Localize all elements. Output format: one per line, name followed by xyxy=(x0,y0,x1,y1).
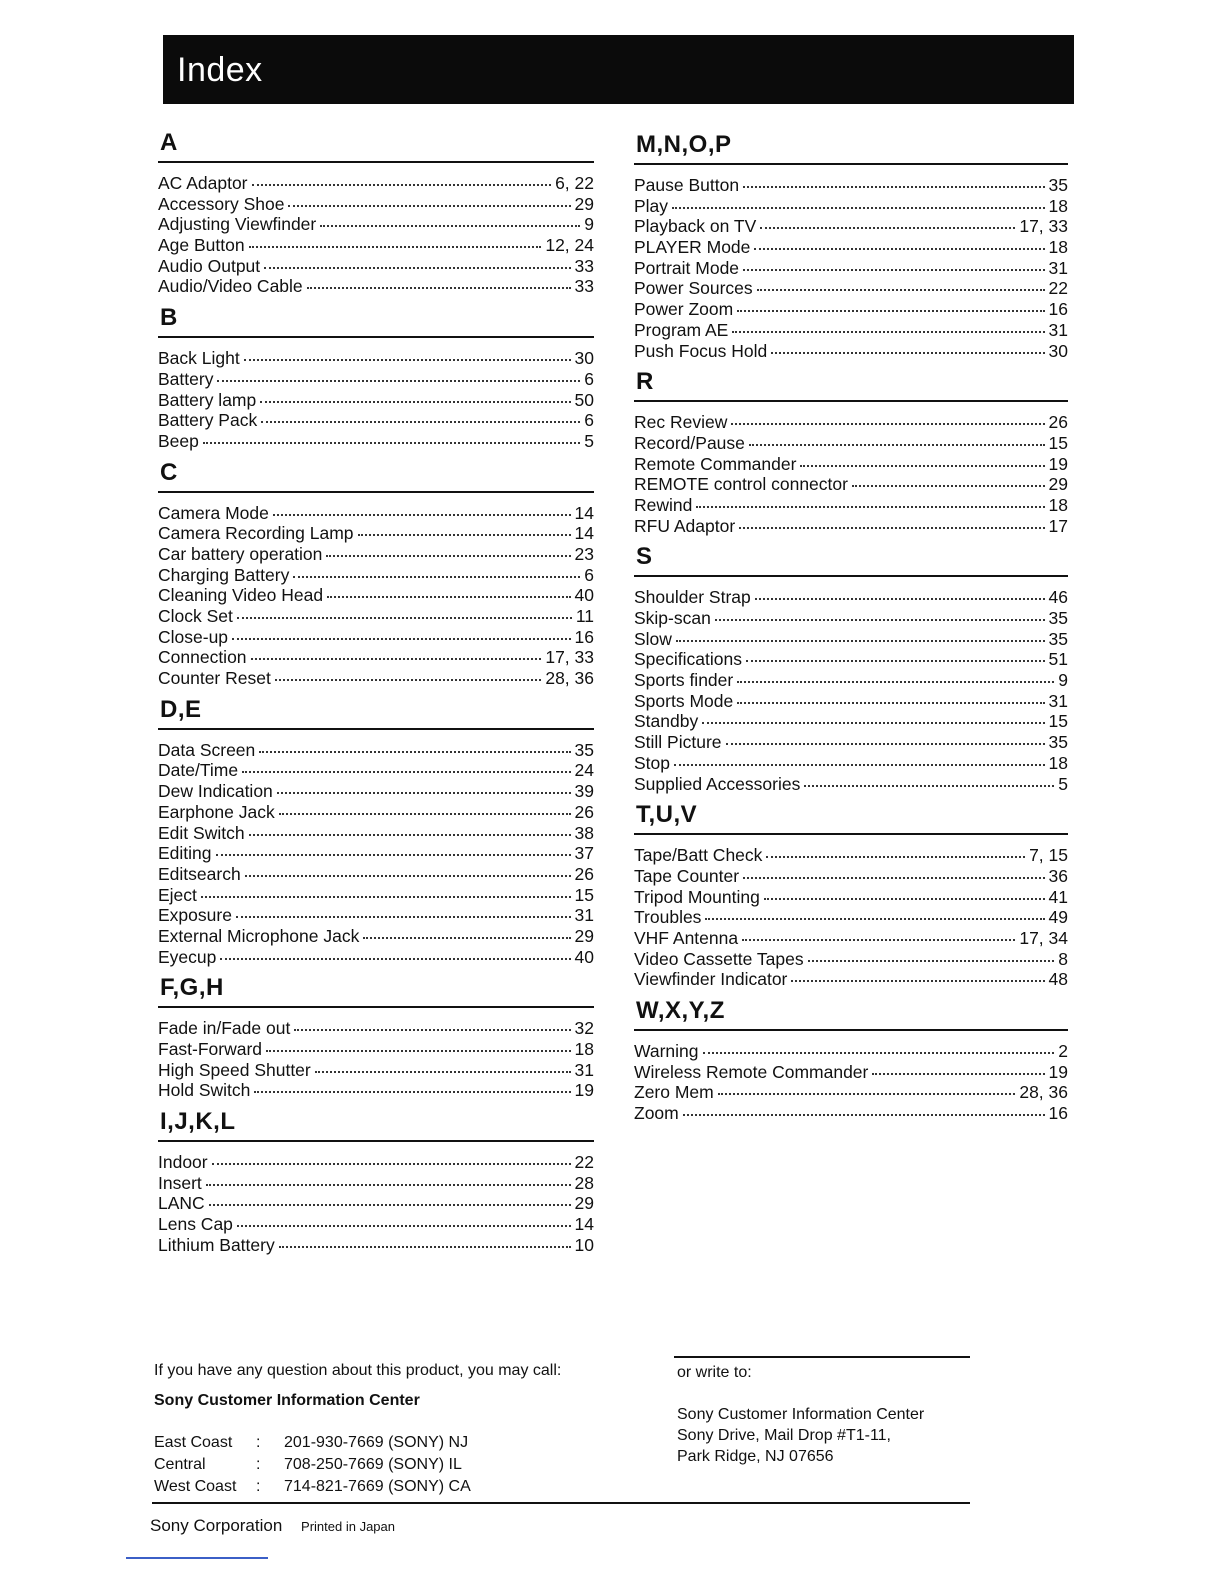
dot-leader xyxy=(216,840,571,856)
index-page-numbers: 35 xyxy=(1048,175,1068,195)
write-text: or write to: xyxy=(677,1364,752,1381)
index-term: Video Cassette Tapes xyxy=(634,948,804,969)
section-letter-heading: C xyxy=(158,458,594,493)
index-term: Editing xyxy=(158,843,212,864)
dot-leader xyxy=(742,925,1015,941)
index-page-numbers: 7, 15 xyxy=(1029,845,1068,866)
dot-leader xyxy=(293,562,580,578)
index-page-numbers: 35 xyxy=(574,739,594,760)
index-page-numbers: 16 xyxy=(1048,299,1068,320)
dot-leader xyxy=(808,946,1055,962)
index-term: Pause Button xyxy=(634,175,740,195)
index-term: Sports finder xyxy=(634,670,734,691)
dot-leader xyxy=(327,582,570,598)
index-term: Audio/Video Cable xyxy=(158,276,303,297)
dot-leader xyxy=(245,861,571,877)
dot-leader xyxy=(206,1170,571,1186)
index-page-numbers: 50 xyxy=(574,389,594,410)
dot-leader xyxy=(320,211,580,227)
index-page-numbers: 10 xyxy=(574,1234,594,1255)
index-term: Earphone Jack xyxy=(158,801,275,822)
phone-row xyxy=(154,1476,634,1498)
dot-leader xyxy=(252,170,552,186)
dot-leader xyxy=(755,584,1045,600)
index-page-numbers: 6, 22 xyxy=(555,173,594,193)
dot-leader xyxy=(672,193,1044,209)
index-column-right xyxy=(634,130,1068,1130)
dot-leader xyxy=(732,317,1044,333)
index-page-numbers: 5 xyxy=(1058,773,1068,794)
dot-leader xyxy=(259,737,570,753)
index-term: Portrait Mode xyxy=(634,257,740,278)
index-page-numbers: 2 xyxy=(1058,1041,1068,1061)
index-page-numbers: 17, 34 xyxy=(1019,927,1068,948)
index-page-numbers: 18 xyxy=(1048,752,1068,773)
dot-leader xyxy=(703,1038,1055,1054)
index-section xyxy=(158,1107,594,1255)
dot-leader xyxy=(743,172,1044,188)
index-entry xyxy=(634,516,1068,537)
section-letter-heading: S xyxy=(634,542,1068,577)
index-term: Specifications xyxy=(634,649,742,670)
index-page-numbers: 19 xyxy=(1048,453,1068,474)
index-term: Battery lamp xyxy=(158,389,257,410)
dot-leader xyxy=(754,234,1044,250)
index-page-numbers: 19 xyxy=(1048,1061,1068,1082)
section-letter-heading: M,N,O,P xyxy=(634,130,1068,165)
index-term: High Speed Shutter xyxy=(158,1059,311,1080)
dot-leader xyxy=(737,296,1044,312)
index-page-numbers: 32 xyxy=(574,1018,594,1039)
index-term: Lens Cap xyxy=(158,1214,233,1235)
index-term: Record/Pause xyxy=(634,432,745,453)
index-page-numbers: 33 xyxy=(574,255,594,276)
index-entry xyxy=(158,668,594,689)
index-term: Tripod Mounting xyxy=(634,886,760,907)
index-term: Shoulder Strap xyxy=(634,587,751,608)
section-letter-heading: I,J,K,L xyxy=(158,1107,594,1142)
index-term: Eject xyxy=(158,884,197,905)
dot-leader xyxy=(731,409,1044,425)
index-term: RFU Adaptor xyxy=(634,515,736,536)
dot-leader xyxy=(220,944,570,960)
phone-colon: : xyxy=(256,1434,261,1451)
dot-leader xyxy=(201,882,571,898)
index-term: Editsearch xyxy=(158,863,241,884)
index-term: Skip-scan xyxy=(634,608,711,628)
dot-leader xyxy=(739,513,1044,529)
address-line: Sony Customer Information Center xyxy=(677,1406,925,1423)
dot-leader xyxy=(266,1036,570,1052)
index-term: Cleaning Video Head xyxy=(158,585,324,606)
index-term: Camera Recording Lamp xyxy=(158,523,354,544)
index-term: Rewind xyxy=(634,494,693,515)
index-page-numbers: 37 xyxy=(574,843,594,864)
index-page-numbers: 24 xyxy=(574,760,594,781)
address-line: Park Ridge, NJ 07656 xyxy=(677,1448,834,1465)
decorative-bar xyxy=(126,1557,268,1559)
footer-divider-bottom xyxy=(152,1502,970,1504)
index-term: Car battery operation xyxy=(158,543,323,564)
index-entry xyxy=(158,947,594,968)
index-page-numbers: 18 xyxy=(1048,195,1068,216)
dot-leader xyxy=(743,863,1044,879)
dot-leader xyxy=(237,603,572,619)
index-page-numbers: 11 xyxy=(575,606,594,626)
index-term: Viewfinder Indicator xyxy=(634,969,788,990)
dot-leader xyxy=(766,842,1025,858)
dot-leader xyxy=(674,750,1045,766)
index-term: Power Zoom xyxy=(634,299,734,320)
index-term: Playback on TV xyxy=(634,216,757,237)
index-term: Supplied Accessories xyxy=(634,773,801,794)
dot-leader xyxy=(743,255,1044,271)
index-page-numbers: 29 xyxy=(574,925,594,946)
index-term: Troubles xyxy=(634,907,702,928)
dot-leader xyxy=(249,820,571,836)
index-section xyxy=(634,996,1068,1124)
index-entry xyxy=(634,1103,1068,1124)
corporation-line xyxy=(150,1516,395,1536)
index-term: Program AE xyxy=(634,319,729,340)
index-page-numbers: 31 xyxy=(1048,257,1068,278)
index-term: Indoor xyxy=(158,1152,208,1173)
index-column-left xyxy=(158,128,594,1262)
index-page-numbers: 26 xyxy=(1048,412,1068,433)
index-page-numbers: 16 xyxy=(1048,1103,1068,1124)
write-info xyxy=(677,1364,977,1467)
dot-leader xyxy=(737,667,1054,683)
dot-leader xyxy=(760,213,1015,229)
index-section xyxy=(158,695,594,968)
section-letter-heading: F,G,H xyxy=(158,973,594,1008)
index-page-numbers: 40 xyxy=(574,585,594,606)
dot-leader xyxy=(251,644,542,660)
dot-leader xyxy=(705,904,1044,920)
dot-leader xyxy=(307,273,571,289)
dot-leader xyxy=(294,1015,570,1031)
index-page-numbers: 29 xyxy=(574,193,594,214)
dot-leader xyxy=(209,1190,571,1206)
index-banner xyxy=(163,35,1074,104)
index-page-numbers: 6 xyxy=(584,368,594,389)
index-page-numbers: 46 xyxy=(1048,587,1068,608)
index-page-numbers: 30 xyxy=(574,348,594,369)
index-term: Tape/Batt Check xyxy=(634,845,763,866)
index-term: Insert xyxy=(158,1172,202,1193)
index-page-numbers: 31 xyxy=(1048,319,1068,340)
index-page-numbers: 18 xyxy=(1048,237,1068,258)
index-page-numbers: 23 xyxy=(574,543,594,564)
index-term: Eyecup xyxy=(158,946,217,967)
dot-leader xyxy=(702,708,1044,724)
section-letter-heading: W,X,Y,Z xyxy=(634,996,1068,1031)
index-term: Exposure xyxy=(158,905,232,926)
phone-number: 714-821-7669 (SONY) CA xyxy=(284,1478,471,1495)
index-term: Tape Counter xyxy=(634,865,740,886)
index-term: Accessory Shoe xyxy=(158,193,285,214)
dot-leader xyxy=(277,778,571,794)
dot-leader xyxy=(232,624,570,640)
index-page-numbers: 16 xyxy=(574,626,594,647)
index-page-numbers: 17 xyxy=(1048,515,1068,536)
dot-leader xyxy=(203,428,580,444)
index-term: Charging Battery xyxy=(158,564,290,585)
dot-leader xyxy=(279,1232,571,1248)
index-page-numbers: 26 xyxy=(574,801,594,822)
index-page-numbers: 14 xyxy=(574,523,594,544)
index-term: External Microphone Jack xyxy=(158,925,360,946)
index-entry xyxy=(634,341,1068,362)
section-letter-heading: R xyxy=(634,367,1068,402)
index-term: Stop xyxy=(634,752,670,773)
call-text: If you have any question about this product, you may call: xyxy=(154,1362,562,1379)
index-page-numbers: 29 xyxy=(1048,474,1068,495)
dot-leader xyxy=(363,923,570,939)
dot-leader xyxy=(791,966,1044,982)
dot-leader xyxy=(237,1211,571,1227)
dot-leader xyxy=(273,500,571,516)
dot-leader xyxy=(852,471,1045,487)
corporation-name: Sony Corporation xyxy=(150,1516,283,1535)
index-term: Zoom xyxy=(634,1103,679,1124)
index-page-numbers: 35 xyxy=(1048,608,1068,628)
index-page-numbers: 18 xyxy=(1048,494,1068,515)
dot-leader xyxy=(746,646,1045,662)
index-term: Zero Mem xyxy=(634,1082,714,1103)
dot-leader xyxy=(683,1100,1045,1116)
dot-leader xyxy=(757,275,1045,291)
dot-leader xyxy=(764,884,1045,900)
index-entry xyxy=(634,774,1068,795)
index-term: Fade in/Fade out xyxy=(158,1018,291,1039)
index-page-numbers: 19 xyxy=(574,1080,594,1101)
dot-leader xyxy=(279,799,571,815)
dot-leader xyxy=(358,520,571,536)
section-letter-heading: D,E xyxy=(158,695,594,730)
index-term: Clock Set xyxy=(158,606,233,626)
index-section xyxy=(158,128,594,297)
index-term: Data Screen xyxy=(158,739,256,760)
index-page-numbers: 9 xyxy=(1058,670,1068,691)
index-term: Push Focus Hold xyxy=(634,340,768,361)
index-term: Hold Switch xyxy=(158,1080,251,1101)
index-page-numbers: 15 xyxy=(574,884,594,905)
index-page-numbers: 41 xyxy=(1048,886,1068,907)
index-term: LANC xyxy=(158,1193,205,1214)
index-term: Lithium Battery xyxy=(158,1234,275,1255)
index-term: Audio Output xyxy=(158,255,261,276)
index-term: Power Sources xyxy=(634,278,753,299)
index-page-numbers: 51 xyxy=(1048,649,1068,670)
phone-colon: : xyxy=(256,1478,261,1495)
index-page-numbers: 5 xyxy=(584,430,594,451)
index-term: Beep xyxy=(158,430,199,451)
dot-leader xyxy=(244,345,571,361)
phone-region: West Coast xyxy=(154,1478,237,1495)
index-term: AC Adaptor xyxy=(158,173,248,193)
index-page-numbers: 40 xyxy=(574,946,594,967)
index-page-numbers: 35 xyxy=(1048,628,1068,649)
index-section xyxy=(158,458,594,689)
index-page-numbers: 6 xyxy=(584,564,594,585)
index-section xyxy=(158,973,594,1101)
index-section xyxy=(158,303,594,451)
phone-region: Central xyxy=(154,1456,206,1473)
dot-leader xyxy=(715,605,1045,621)
index-term: Rec Review xyxy=(634,412,728,433)
index-entry xyxy=(158,276,594,297)
dot-leader xyxy=(676,626,1045,642)
dot-leader xyxy=(800,451,1044,467)
index-section xyxy=(634,800,1068,990)
index-page-numbers: 17, 33 xyxy=(545,647,594,668)
index-page-numbers: 30 xyxy=(1048,340,1068,361)
dot-leader xyxy=(212,1149,571,1165)
index-page-numbers: 17, 33 xyxy=(1019,216,1068,237)
dot-leader xyxy=(249,232,542,248)
index-term: REMOTE control connector xyxy=(634,474,848,495)
index-term: Battery Pack xyxy=(158,410,258,431)
index-term: Adjusting Viewfinder xyxy=(158,214,317,235)
dot-leader xyxy=(242,757,570,773)
phone-row xyxy=(154,1432,634,1454)
index-page-numbers: 36 xyxy=(1048,865,1068,886)
index-page-numbers: 31 xyxy=(574,1059,594,1080)
index-term: Still Picture xyxy=(634,732,722,753)
dot-leader xyxy=(260,387,570,403)
index-term: Camera Mode xyxy=(158,502,269,523)
index-term: Warning xyxy=(634,1041,699,1061)
index-page-numbers: 15 xyxy=(1048,711,1068,732)
index-page-numbers: 48 xyxy=(1048,969,1068,990)
info-center-name: Sony Customer Information Center xyxy=(154,1392,420,1409)
index-page-numbers: 38 xyxy=(574,822,594,843)
index-page-numbers: 26 xyxy=(574,863,594,884)
dot-leader xyxy=(315,1057,571,1073)
phone-number: 201-930-7669 (SONY) NJ xyxy=(284,1434,469,1451)
index-term: Battery xyxy=(158,368,214,389)
printed-in: Printed in Japan xyxy=(301,1519,395,1534)
dot-leader xyxy=(737,688,1044,704)
dot-leader xyxy=(718,1079,1016,1095)
index-entry xyxy=(158,431,594,452)
index-term: Slow xyxy=(634,628,672,649)
index-term: Close-up xyxy=(158,626,229,647)
index-page-numbers: 39 xyxy=(574,781,594,802)
index-term: Fast-Forward xyxy=(158,1039,263,1059)
index-term: Counter Reset xyxy=(158,668,271,689)
index-entry xyxy=(634,969,1068,990)
footer-divider-top xyxy=(674,1356,970,1358)
index-page-numbers: 8 xyxy=(1058,948,1068,969)
section-letter-heading: B xyxy=(158,303,594,338)
index-term: Play xyxy=(634,195,669,216)
dot-leader xyxy=(749,430,1045,446)
dot-leader xyxy=(236,902,571,918)
dot-leader xyxy=(696,492,1044,508)
index-term: Standby xyxy=(634,711,699,732)
index-page-numbers: 33 xyxy=(574,276,594,297)
index-page-numbers: 22 xyxy=(574,1152,594,1173)
phone-colon: : xyxy=(256,1456,261,1473)
index-page-numbers: 31 xyxy=(574,905,594,926)
index-page-numbers: 18 xyxy=(574,1039,594,1059)
dot-leader xyxy=(804,771,1054,787)
index-term: Wireless Remote Commander xyxy=(634,1061,869,1082)
dot-leader xyxy=(217,366,580,382)
index-page-numbers: 35 xyxy=(1048,732,1068,753)
page-title: Index xyxy=(177,51,263,89)
index-page-numbers: 14 xyxy=(574,1214,594,1235)
index-page-numbers: 15 xyxy=(1048,432,1068,453)
index-term: VHF Antenna xyxy=(634,927,739,948)
index-page-numbers: 6 xyxy=(584,410,594,431)
index-page-numbers: 9 xyxy=(584,214,594,235)
section-letter-heading: A xyxy=(158,128,594,163)
index-entry xyxy=(158,1235,594,1256)
phone-region: East Coast xyxy=(154,1434,233,1451)
index-term: Dew Indication xyxy=(158,781,273,802)
index-term: Connection xyxy=(158,647,247,668)
dot-leader xyxy=(261,407,580,423)
index-page-numbers: 31 xyxy=(1048,690,1068,711)
phone-number: 708-250-7669 (SONY) IL xyxy=(284,1456,462,1473)
index-term: Remote Commander xyxy=(634,453,797,474)
section-letter-heading: T,U,V xyxy=(634,800,1068,835)
index-page-numbers: 28 xyxy=(574,1172,594,1193)
index-section xyxy=(634,367,1068,536)
index-term: Age Button xyxy=(158,235,245,256)
dot-leader xyxy=(254,1077,570,1093)
index-term: Edit Switch xyxy=(158,822,245,843)
index-page-numbers: 14 xyxy=(574,502,594,523)
index-section xyxy=(634,542,1068,794)
dot-leader xyxy=(771,338,1044,354)
index-section xyxy=(634,130,1068,361)
index-entry xyxy=(158,1080,594,1101)
index-term: PLAYER Mode xyxy=(634,237,751,258)
dot-leader xyxy=(288,191,570,207)
dot-leader xyxy=(326,541,570,557)
dot-leader xyxy=(872,1059,1044,1075)
index-term: Date/Time xyxy=(158,760,239,781)
index-page-numbers: 49 xyxy=(1048,907,1068,928)
index-page-numbers: 22 xyxy=(1048,278,1068,299)
dot-leader xyxy=(264,253,570,269)
index-term: Sports Mode xyxy=(634,690,734,711)
call-info xyxy=(154,1362,634,1498)
address-line: Sony Drive, Mail Drop #T1-11, xyxy=(677,1427,891,1444)
index-page-numbers: 12, 24 xyxy=(545,235,594,256)
index-term: Back Light xyxy=(158,348,240,369)
index-page-numbers: 28, 36 xyxy=(545,668,594,689)
dot-leader xyxy=(726,729,1045,745)
mailing-address xyxy=(677,1404,977,1467)
index-page-numbers: 29 xyxy=(574,1193,594,1214)
dot-leader xyxy=(275,665,542,681)
index-page-numbers: 28, 36 xyxy=(1019,1082,1068,1103)
phone-row xyxy=(154,1454,634,1476)
